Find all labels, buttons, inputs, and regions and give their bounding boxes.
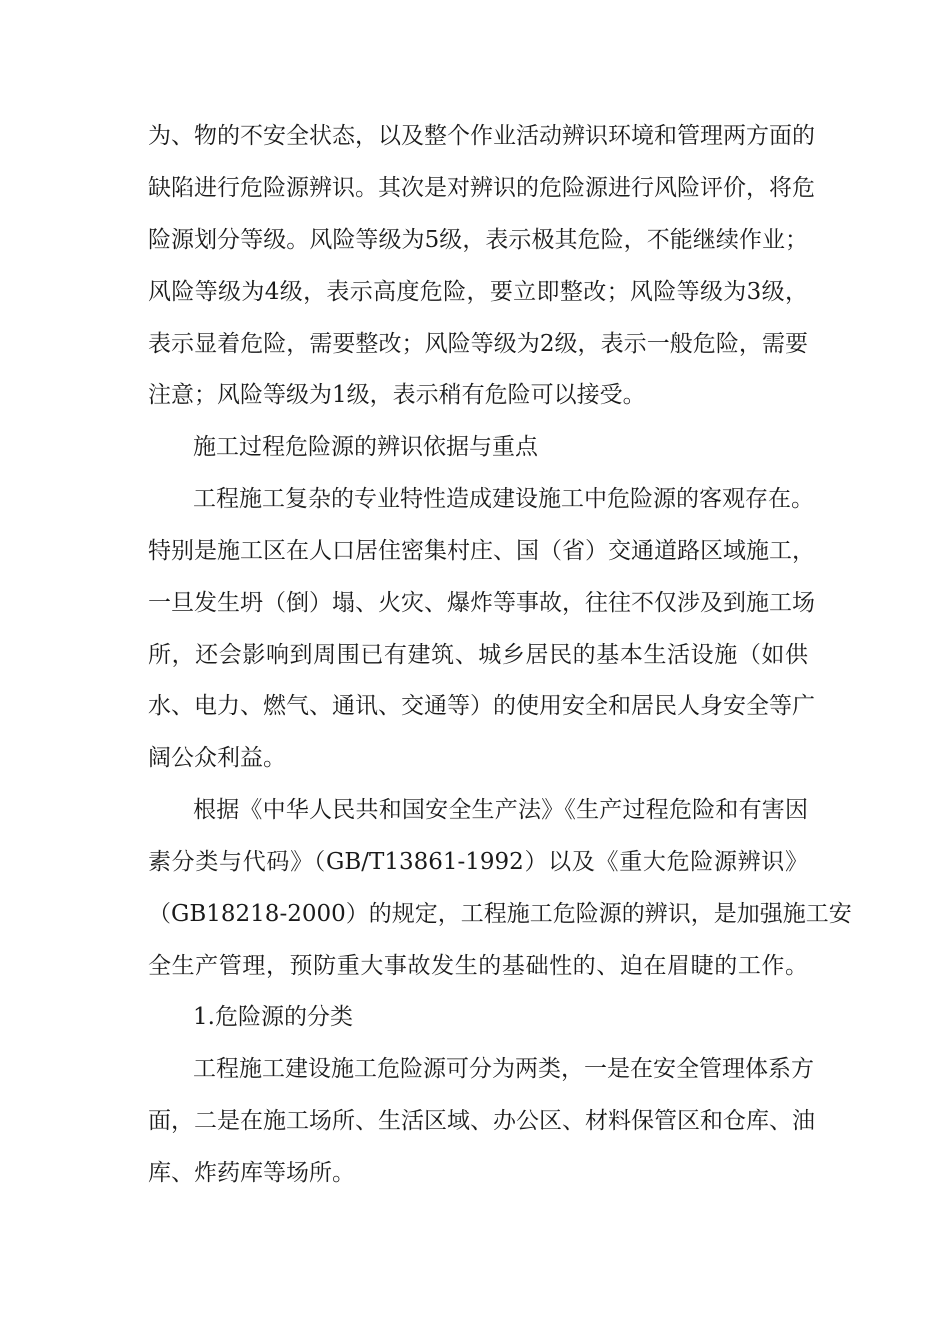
text-line: 注意；风险等级为1级，表示稍有危险可以接受。 xyxy=(148,382,646,408)
text-line: 一旦发生坍（倒）塌、火灾、爆炸等事故，往往不仅涉及到施工场 xyxy=(148,590,815,616)
text-line: 工程施工建设施工危险源可分为两类，一是在安全管理体系方 xyxy=(193,1056,814,1082)
section-heading: 1.危险源的分类 xyxy=(193,1004,353,1030)
text-line: 面，二是在施工场所、生活区域、办公区、材料保管区和仓库、油 xyxy=(148,1108,815,1134)
text-line: 阔公众利益。 xyxy=(148,745,286,771)
section-heading: 施工过程危险源的辨识依据与重点 xyxy=(193,434,538,460)
text-line: 特别是施工区在人口居住密集村庄、国（省）交通道路区域施工， xyxy=(148,538,815,564)
text-line: 所，还会影响到周围已有建筑、城乡居民的基本生活设施（如供 xyxy=(148,642,808,668)
text-line: 为、物的不安全状态，以及整个作业活动辨识环境和管理两方面的 xyxy=(148,123,815,149)
text-line: 缺陷进行危险源辨识。其次是对辨识的危险源进行风险评价，将危 xyxy=(148,175,815,201)
text-line: 风险等级为4级，表示高度危险，要立即整改；风险等级为3级， xyxy=(148,279,808,305)
text-line: 全生产管理，预防重大事故发生的基础性的、迫在眉睫的工作。 xyxy=(148,953,808,979)
text-line: 库、炸药库等场所。 xyxy=(148,1160,355,1186)
text-line: （GB18218-2000）的规定，工程施工危险源的辨识，是加强施工安 xyxy=(148,901,852,927)
text-line: 工程施工复杂的专业特性造成建设施工中危险源的客观存在。 xyxy=(193,486,814,512)
text-line: 险源划分等级。风险等级为5级，表示极其危险，不能继续作业； xyxy=(148,227,808,253)
text-line: 根据《中华人民共和国安全生产法》《生产过程危险和有害因 xyxy=(193,797,808,823)
text-line: 水、电力、燃气、通讯、交通等）的使用安全和居民人身安全等广 xyxy=(148,693,815,719)
text-line: 素分类与代码》（GB/T13861-1992）以及《重大危险源辨识》 xyxy=(148,849,808,875)
text-line: 表示显着危险，需要整改；风险等级为2级，表示一般危险，需要 xyxy=(148,331,808,357)
